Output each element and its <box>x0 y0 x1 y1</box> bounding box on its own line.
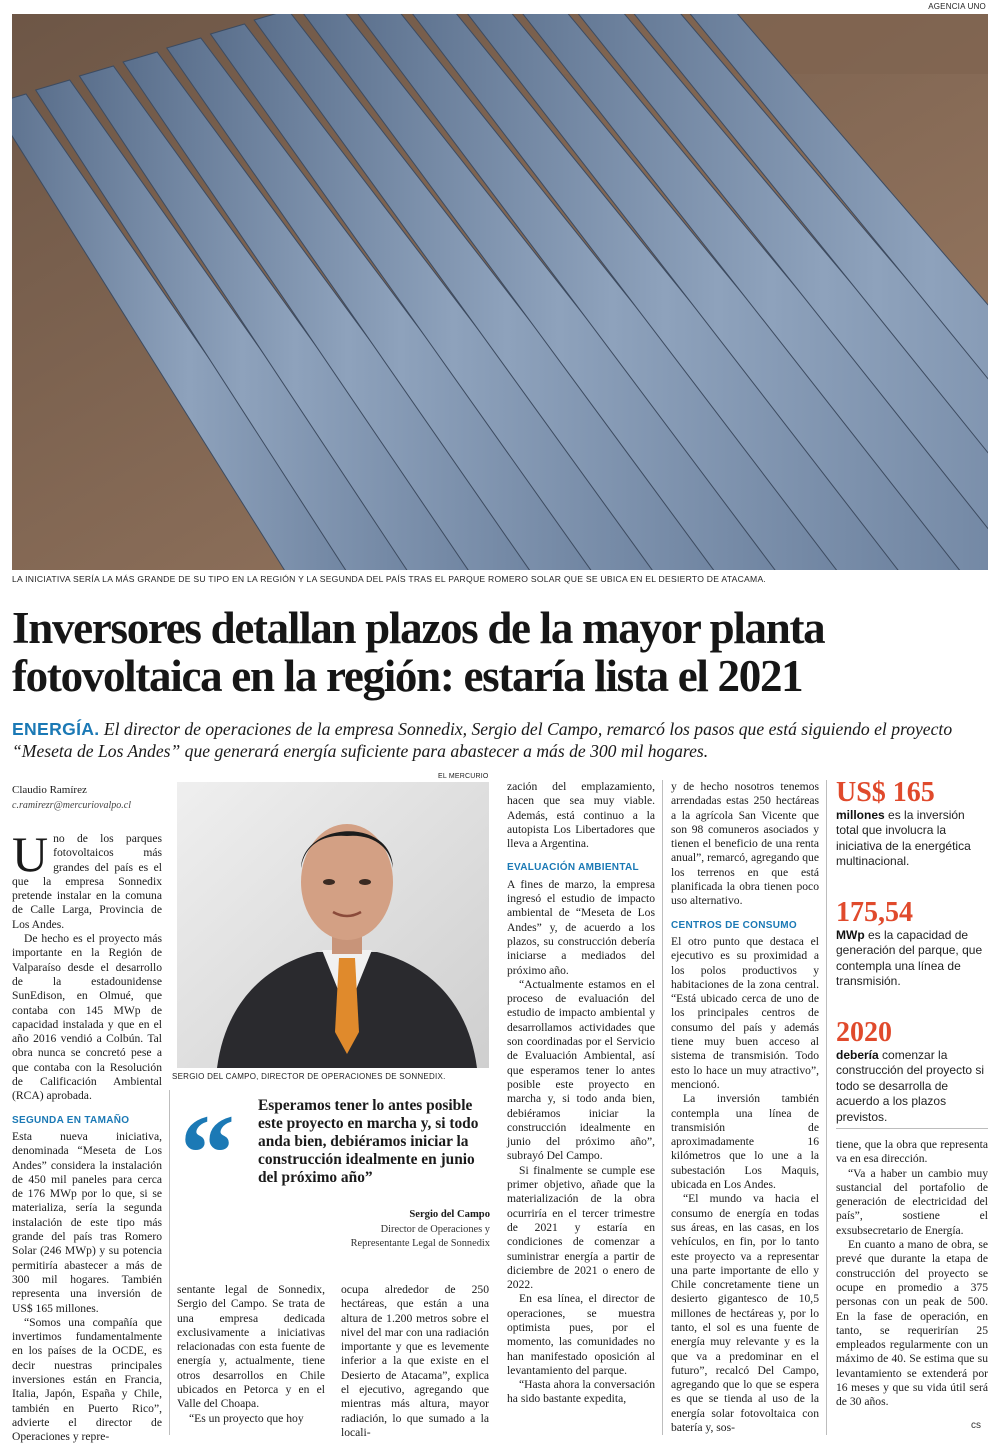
column-divider <box>662 780 663 1435</box>
col4-paragraph-6: “Hasta ahora la conversación ha sido bastante expedita, <box>507 1378 655 1406</box>
col4-paragraph-3: “Actualmente estamos en el proceso de evaluación del estudio de impacto ambiental y desarrollamos actividades que son coordinadas por el Servicio de Evaluación Ambiental, así que esperamos tener lo antes posible este proyecto en marcha y, si todo anda bien, debiéramos iniciar la construcción idealmente en junio del próximo año”, subrayó Del Campo. <box>507 977 655 1163</box>
column-divider <box>826 780 827 1435</box>
factbox-bottom-rule <box>836 1128 988 1129</box>
quote-role-line-1: Director de Operaciones y <box>380 1224 490 1235</box>
author-email: c.ramirezr@mercuriovalpo.cl <box>12 800 131 811</box>
col1-paragraph-4: “Somos una compañía que invertimos fundamentalmente en los países de la OCDE, es decir nuestras principales inversiones están en Francia, Italia, Japón, España y Chile, también en Puerto Rico”, advierte el director de Operaciones y repre- <box>12 1315 162 1444</box>
col5-paragraph-3: La inversión también contempla una línea de transmisión de aproximadamente 16 kilómetros que lo une a la subestación Los Maquis, ubicada en Los Andes. <box>671 1092 819 1192</box>
col5-paragraph-2: El otro punto que destaca el ejecutivo es su proximidad a los polos productivos y habitaciones de la zona central. “Está ubicado cerca de uno de los principales centros de consumo del país y además tiene muy buen acceso al sistema de transmisión. Todo esto lo hace un muy atractivo”, mencionó. <box>671 934 819 1091</box>
article-column-6 <box>836 1138 988 1410</box>
solar-panels-image <box>12 14 988 570</box>
photo-credit: AGENCIA UNO <box>928 2 986 11</box>
fact-text <box>836 928 986 990</box>
quote-role-line-2: Representante Legal de Sonnedix <box>350 1238 490 1249</box>
article-column-2 <box>177 1283 325 1426</box>
fact-bold: debería <box>836 1048 879 1062</box>
col4-paragraph-5: En esa línea, el director de operaciones, se muestra optimista pues, por el momento, las comunidades no han manifestado oposición al levantamiento del parque. <box>507 1292 655 1377</box>
fact-number: US$ 165 <box>836 777 935 808</box>
article-column-5 <box>671 780 819 1435</box>
portrait-caption: SERGIO DEL CAMPO, DIRECTOR DE OPERACIONES DE SONNEDIX. <box>172 1072 446 1081</box>
col5-paragraph-1: y de hecho nosotros tenemos arrendadas estas 250 hectáreas a la agrícola San Vicente que son 98 comuneros asociados y tienen el beneficio de una renta anual”, remarcó, agregando que los terrenos en que está planificada la obra tienen poco uso alternativo. <box>671 780 819 908</box>
fact-item <box>836 1018 986 1125</box>
quote-author-name: Sergio del Campo <box>409 1209 490 1220</box>
end-mark-icon: cs <box>971 1420 981 1431</box>
section-heading-centros-de-consumo: CENTROS DE CONSUMO <box>671 919 797 931</box>
fact-box <box>836 778 986 1125</box>
portrait-photo <box>177 782 489 1068</box>
article-column-1 <box>12 826 162 1444</box>
section-heading-segunda-en-tamano: SEGUNDA EN TAMAÑO <box>12 1114 130 1126</box>
fact-text <box>836 1048 986 1125</box>
photo-caption: LA INICIATIVA SERÍA LA MÁS GRANDE DE SU TIPO EN LA REGIÓN Y LA SEGUNDA DEL PAÍS TRAS EL PARQUE ROMERO SOLAR QUE SE UBICA EN EL DESIERTO DE ATACAMA. <box>12 574 767 584</box>
col2-paragraph-2: “Es un proyecto que hoy <box>189 1411 304 1425</box>
col1-paragraph-2: De hecho es el proyecto más importante en la Región de Valparaíso desde el desarrollo de la estadounidense SunEdison, en Olmué, que contaba con 145 MWp de capacidad instalada y que en el año 2016 vendió a Colbún. Tal obra nunca se concretó pese a que contaba con la Resolución de Calificación Ambiental (RCA) aprobada. <box>12 932 162 1103</box>
author-name: Claudio Ramírez <box>12 784 87 796</box>
fact-bold: MWp <box>836 928 865 942</box>
article-column-4 <box>507 780 655 1407</box>
lead-kicker: ENERGÍA. <box>12 719 100 739</box>
col3-paragraph-1: ocupa alrededor de 250 hectáreas, que están a una altura de 1.200 metros sobre el nivel del mar con una radiación importante y que es levemente inferior a la que existe en el Desierto de Atacama”, explica el ejecutivo, agregando que mientras más altura, mayor radiación, lo que sumado a la locali- <box>341 1283 489 1439</box>
fact-text <box>836 808 986 870</box>
col6-paragraph-2: “Va a haber un cambio muy sustancial del portafolio de generación de electricidad del país”, sostiene el exsubsecretario de Energía. <box>836 1166 988 1237</box>
pull-quote-text: Esperamos tener lo antes posible este proyecto en marcha y, si todo anda bien, debiéramos iniciar la construcción idealmente en junio del próximo año” <box>258 1097 479 1186</box>
col1-paragraph-3: Esta nueva iniciativa, denominada “Meseta de Los Andes” considera la instalación de 450 mil paneles para cerca de 176 MWp por lo que, si se materializa, sería la segunda instalación de este tipo más grande del país tras Romero Solar (246 MWp) y su potencia permitiría abastecer a más de 300 mil hogares. También representa una inversión de US$ 165 millones. <box>12 1129 162 1315</box>
quote-mark-icon: “ <box>180 1092 235 1214</box>
fact-item <box>836 778 986 898</box>
col4-paragraph-2: A fines de marzo, la empresa ingresó el estudio de impacto ambiental de “Meseta de Los Andes” y, de acuerdo a los plazos, su construcción debería iniciarse a mediados del próximo año. <box>507 877 655 977</box>
fact-item <box>836 898 986 1018</box>
quote-author-role <box>300 1223 490 1251</box>
col6-paragraph-3: En cuanto a mano de obra, se prevé que durante la etapa de construcción del proyecto se ocupe en promedio a 375 personas con un peak de 500. En la fase de operación, en tanto, se requerirían 25 empleados regularmente con un máximo de 40. Se estima que su levantamiento se extenderá por 16 meses y que su vida útil será de 30 años. <box>836 1238 988 1409</box>
headline-line-2: fotovoltaica en la región: estaría lista el 2021 <box>12 651 803 701</box>
col1-paragraph-1: no de los parques fotovoltaicos más grandes del país es el que la empresa Sonnedix pretende instalar en la comuna de Calle Larga, Provincia de Los Andes. <box>12 832 162 931</box>
headline <box>12 604 992 700</box>
portrait-image <box>177 782 489 1068</box>
col5-paragraph-4: “El mundo va hacia el consumo de energía en todas sus áreas, en las casas, en los vehículos, en fin, por lo tanto este proyecto va a representar una parte importante de ello y Chile concretamente tiene un desierto gigantesco de 10,5 millones de hectáreas y, por lo tanto, el sol es una fuente de energía muy relevante y es la que va a predominar en el futuro”, recalcó Del Campo, agregando que lo que se espera es que se tienda al uso de la energía solar fotovoltaica con batería y, sos- <box>671 1192 819 1435</box>
portrait-credit: EL MERCURIO <box>438 773 489 780</box>
fact-description: es la capacidad de generación del parque, que contempla una línea de transmisión. <box>836 928 983 989</box>
lead-text: El director de operaciones de la empresa Sonnedix, Sergio del Campo, remarcó los pasos que está siguiendo el proyecto “Meseta de Los Andes” que generará energía suficiente para abastecer a más de 300 mil hogares. <box>12 719 953 761</box>
solar-panels-photo <box>12 14 988 570</box>
col6-paragraph-1: tiene, que la obra que representa va en esa dirección. <box>836 1138 988 1166</box>
fact-number: 175,54 <box>836 897 913 928</box>
col2-paragraph-1: sentante legal de Sonnedix, Sergio del Campo. Se trata de una empresa dedicada exclusivamente a iniciativas relacionadas con esta fuente de energía y, actualmente, tiene otros desarrollos en Chile ubicados en Petorca y en el Valle del Choapa. <box>177 1283 325 1411</box>
headline-line-1: Inversores detallan plazos de la mayor planta <box>12 603 825 653</box>
fact-description: es la inversión total que involucra la iniciativa de la energética multinacional. <box>836 808 971 869</box>
fact-description: comenzar la construcción del proyecto si todo se desarrolla de acuerdo a los plazos previstos. <box>836 1048 985 1124</box>
fact-number: 2020 <box>836 1017 892 1048</box>
lead-paragraph <box>12 718 988 762</box>
section-heading-evaluacion-ambiental: EVALUACIÓN AMBIENTAL <box>507 862 639 874</box>
fact-bold: millones <box>836 808 885 822</box>
column-divider <box>169 1090 170 1435</box>
col4-paragraph-4: Si finalmente se cumple ese primer objetivo, añade que la materialización de la obra ocurriría en el tercer trimestre de 2021 y estaría en condiciones de comenzar a suministrar energía a partir de diciembre de 2021 o enero de 2022. <box>507 1163 655 1292</box>
article-column-3 <box>341 1283 489 1440</box>
drop-cap: U <box>12 826 49 882</box>
col4-paragraph-1: zación del emplazamiento, hacen que sea muy viable. Además, está continuo a la autopista Los Libertadores que lleva a Argentina. <box>507 780 655 851</box>
